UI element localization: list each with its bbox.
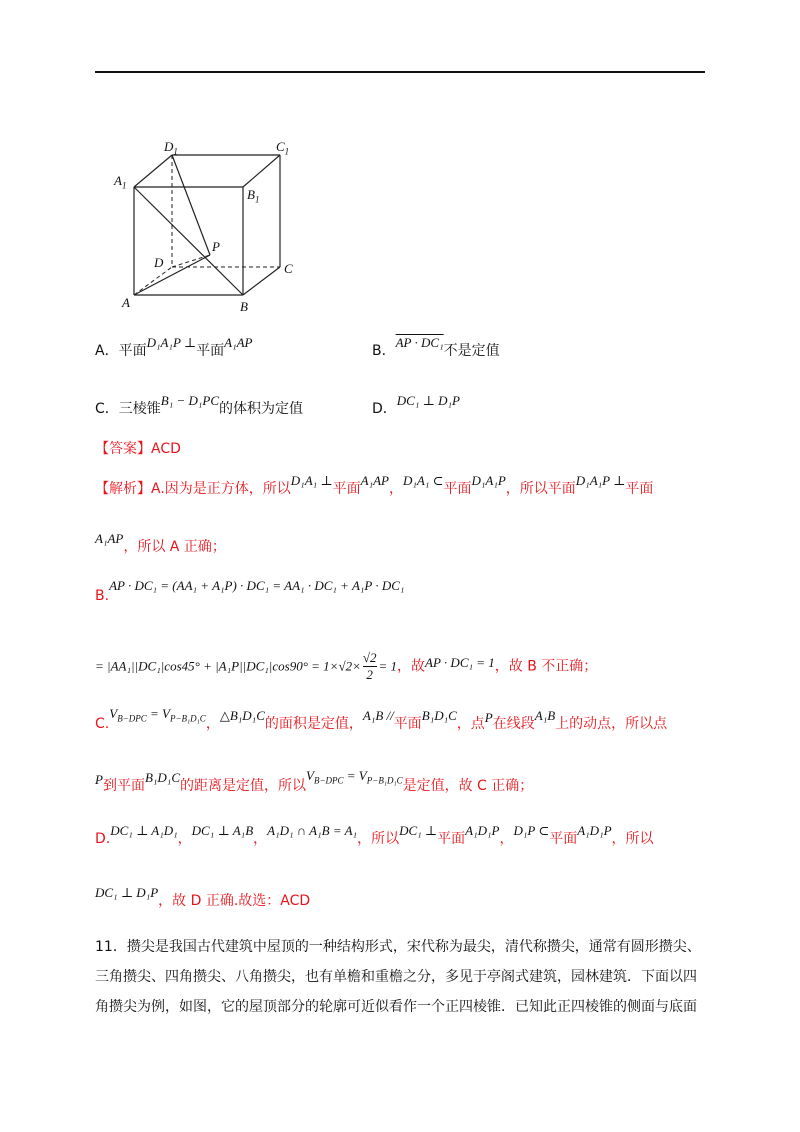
label-B1: $B_1$ xyxy=(247,187,260,205)
option-a-math2: A₁AP xyxy=(224,335,253,350)
analysis-c-t6: 在线段 xyxy=(492,716,535,732)
analysis-d-t4: ， xyxy=(499,831,514,847)
analysis-d-t6: ，所以 xyxy=(611,831,654,847)
analysis-d-m5: A₁D₁P xyxy=(465,823,500,838)
label-P: P xyxy=(212,239,220,254)
c2-s1: B−DPC xyxy=(313,775,344,786)
analysis-c-t5: ，点 xyxy=(456,716,485,732)
analysis-c-m5: B₁D₁C xyxy=(421,708,457,723)
question-11 xyxy=(95,932,707,1022)
analysis-c-t2: ， xyxy=(205,716,220,732)
option-a-math1: D₁A₁P ⊥ xyxy=(146,335,197,350)
analysis-a-line1 xyxy=(95,473,654,498)
analysis-b-t1: B. xyxy=(95,588,110,604)
analysis-a-t2: 平面 xyxy=(332,481,361,497)
analysis-d-m1: DC₁ ⊥ A₁D₁ xyxy=(110,823,178,838)
c2-v1: V xyxy=(306,768,314,783)
analysis-a-t3: ， xyxy=(388,481,403,497)
option-a-letter: A． xyxy=(95,343,119,359)
analysis-d-t7: ，故 D 正确.故选：ACD xyxy=(158,893,311,909)
option-d-math1: DC₁ ⊥ D₁P xyxy=(396,393,460,408)
analysis-a-t7: ，所以 A 正确； xyxy=(123,539,226,555)
option-b-math1: AP · DC₁ xyxy=(395,335,444,350)
analysis-c-t1: C. xyxy=(95,716,110,732)
analysis-a-m1: D₁A₁ ⊥ xyxy=(290,473,333,488)
analysis-d-m8: DC₁ ⊥ D₁P xyxy=(95,885,159,900)
option-d-letter: D． xyxy=(372,401,397,417)
analysis-c-m8: P xyxy=(95,772,103,787)
label-D: D xyxy=(154,255,164,270)
analysis-a-t6: 平面 xyxy=(625,481,654,497)
cube-figure xyxy=(100,135,300,315)
analysis-d-m2: DC₁ ⊥ A₁B xyxy=(191,823,254,838)
analysis-a-m4: D₁A₁P xyxy=(471,473,506,488)
analysis-c-t4: 平面 xyxy=(393,716,422,732)
c2-s2: P−B₁D₁C xyxy=(366,775,403,786)
analysis-d-m7: A₁D₁P xyxy=(577,823,612,838)
c-v2: = V xyxy=(146,706,170,721)
analysis-b-m2: = |AA₁||DC₁|cos45° + |A₁P||DC₁|cos90° = 1×√2× xyxy=(95,658,361,674)
option-c xyxy=(95,393,304,418)
analysis-a-t1: 【解析】A.因为是正方体，所以 xyxy=(95,481,291,497)
analysis-d-line1 xyxy=(95,823,654,848)
analysis-c-t7: 上的动点，所以点 xyxy=(555,716,668,732)
label-A: A xyxy=(122,295,130,310)
analysis-d-m6: D₁P ⊂ xyxy=(513,823,550,838)
option-c-text2: 的体积为定值 xyxy=(219,401,304,417)
analysis-b-t2: ，故 xyxy=(397,658,426,675)
c-v1: V xyxy=(109,706,118,721)
analysis-b-fraction xyxy=(363,650,377,683)
analysis-c-m4: A₁B // xyxy=(362,708,394,723)
option-b xyxy=(372,335,500,360)
analysis-d-t5: 平面 xyxy=(549,831,578,847)
analysis-a-m3: D₁A₁ ⊂ xyxy=(402,473,444,488)
option-a-text1: 平面 xyxy=(118,343,147,359)
analysis-b-line2 xyxy=(95,650,597,683)
analysis-a-m2: A₁AP xyxy=(360,473,389,488)
analysis-b-m4: AP · DC₁ = 1 xyxy=(425,654,495,670)
label-A1: $A_1$ xyxy=(114,173,127,191)
q11-line1: 11．攒尖是我国古代建筑中屋顶的一种结构形式，宋代称为最尖，清代称攒尖，通常有圆形攒尖、 xyxy=(95,939,701,955)
analysis-d-m4: DC₁ ⊥ xyxy=(399,823,438,838)
option-c-text1: 三棱锥 xyxy=(118,401,161,417)
option-b-letter: B． xyxy=(372,343,396,359)
frac-num: √2 xyxy=(362,650,377,665)
header-rule xyxy=(95,71,705,73)
q11-line3: 角攒尖为例，如图，它的屋顶部分的轮廓可近似看作一个正四棱锥．已知此正四棱锥的侧面与底面 xyxy=(95,999,697,1015)
option-c-math1: B₁ − D₁PC xyxy=(160,393,220,408)
option-b-text1: 不是定值 xyxy=(443,343,500,359)
edge-BC xyxy=(243,267,280,295)
edge-AD xyxy=(134,267,172,295)
analysis-c-volume xyxy=(109,706,206,724)
option-c-letter: C． xyxy=(95,401,119,417)
analysis-c-t3: 的面积是定值， xyxy=(264,716,363,732)
cube-diagram xyxy=(100,135,300,315)
analysis-d-t1: D. xyxy=(95,831,111,847)
label-C: C xyxy=(284,261,293,276)
analysis-c-t8: 到平面 xyxy=(102,778,145,794)
analysis-d-m3: A₁D₁ ∩ A₁B = A₁ xyxy=(267,823,358,838)
analysis-d-comma2: ， xyxy=(253,831,268,847)
analysis-c-line1 xyxy=(95,706,668,734)
analysis-c-m6: P xyxy=(484,710,493,725)
c-s2: P−B₁D₁C xyxy=(169,713,206,724)
analysis-b-t3: ，故 B 不正确； xyxy=(494,658,598,675)
frac-den: 2 xyxy=(366,667,373,682)
edge-A1D1 xyxy=(134,155,172,187)
analysis-a-line2 xyxy=(95,531,226,556)
label-D1: $D_1$ xyxy=(164,139,178,157)
option-a xyxy=(95,335,253,360)
analysis-d-t3: 平面 xyxy=(437,831,466,847)
analysis-d-comma1: ， xyxy=(177,831,192,847)
analysis-b-line1 xyxy=(95,578,405,604)
analysis-b-m1: AP · DC₁ = (AA₁ + A₁P) · DC₁ = AA₁ · DC₁ + A₁P · DC₁ xyxy=(109,578,405,593)
analysis-c-m9: B₁D₁C xyxy=(144,770,180,785)
option-a-text2: 平面 xyxy=(196,343,225,359)
label-C1: $C_1$ xyxy=(276,139,290,157)
analysis-b-m3: = 1 xyxy=(378,658,398,674)
label-B: B xyxy=(240,299,248,314)
seg-D1P xyxy=(172,155,210,255)
analysis-d-line2 xyxy=(95,885,311,910)
diag-A1B xyxy=(134,187,243,295)
analysis-a-m6: A₁AP xyxy=(95,531,124,546)
answer-line: 【答案】ACD xyxy=(95,441,181,457)
c-s1: B−DPC xyxy=(117,713,147,724)
q11-line2: 三角攒尖、四角攒尖、八角攒尖，也有单檐和重檐之分，多见于亭阁式建筑，园林建筑．下面以四 xyxy=(95,969,697,985)
analysis-c-t10: 是定值，故 C 正确； xyxy=(402,778,534,794)
analysis-c-t9: 的距离是定值，所以 xyxy=(180,778,306,794)
analysis-c-m7: A₁B xyxy=(534,708,556,723)
analysis-a-m5: D₁A₁P ⊥ xyxy=(575,473,626,488)
c2-v2: = V xyxy=(343,768,367,783)
analysis-c-m3: △B₁D₁C xyxy=(219,708,265,723)
analysis-c-volume2 xyxy=(306,768,403,786)
analysis-d-t2: ，所以 xyxy=(357,831,400,847)
analysis-c-line2 xyxy=(95,768,534,796)
analysis-a-t4: 平面 xyxy=(443,481,472,497)
option-d xyxy=(372,393,460,418)
edge-C1B1 xyxy=(243,155,280,187)
analysis-a-t5: ，所以平面 xyxy=(505,481,576,497)
